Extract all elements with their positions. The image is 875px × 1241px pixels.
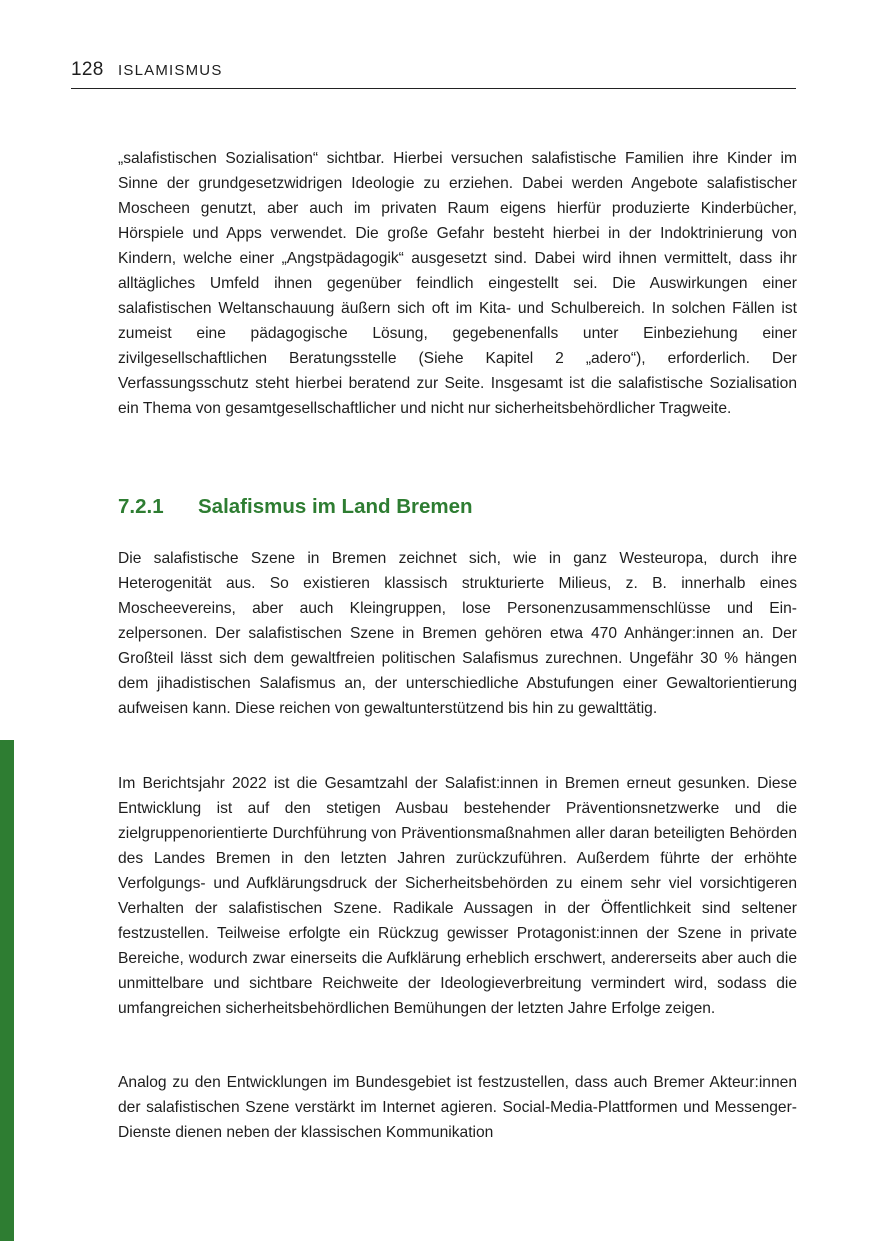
body-paragraph: Analog zu den Entwicklungen im Bundesgebiet ist festzustellen, dass auch Bremer Akteur:innen der salafistischen Szene verstärkt im Internet agieren. Social-Media-Plattformen und Messenger-Dienste dienen neben der klassischen Kommunikation xyxy=(118,1074,797,1141)
body-paragraph: Im Berichtsjahr 2022 ist die Gesamtzahl der Salafist:innen in Bremen erneut gesunken. Diese Entwicklung ist auf den stetigen Ausbau bestehender Präventionsnetzwerke und die zielgruppenorientierte Durchführung von Präventionsmaßnahmen aller daran beteiligten Behörden des Landes Bremen in den letzten Jahren zurückzuführen. Außerdem führte der erhöhte Verfolgungs- und Aufklärungsdruck der Sicherheitsbehörden zu einem sehr viel vorsichtigeren Verhalten der salafistischen Szene. Radikale Aussagen in der Öffentlichkeit sind seltener festzustellen. Teilweise erfolgte ein Rückzug gewisser Protagonist:innen der Szene in private Bereiche, wodurch zwar einerseits die Aufklärung erheblich erschwert, andererseits aber auch die unmittelbare und sichtbare Reichweite der Ideologieverbreitung vermindert wird, sodass die umfangreichen sicherheitsbehördlichen Bemühungen der letzten Jahre Erfolge zeigen. xyxy=(118,775,797,1017)
body-paragraph: „salafistischen Sozialisation“ sichtbar. Hierbei versuchen salafistische Familien ihre Kinder im Sinne der grundgesetzwidrigen Ideologie zu erziehen. Dabei werden Angebote salafistischer Moscheen genutzt, aber auch im privaten Raum eigens hierfür produzierte Kinderbücher, Hörspiele und Apps verwendet. Die große Gefahr besteht hierbei in der Indoktrinierung von Kindern, welche einer „Angstpädagogik“ ausgesetzt sind. Dabei wird ihnen vermittelt, dass ihr alltägliches Umfeld ihnen gegenüber feindlich eingestellt sei. Die Auswirkungen einer salafistischen Weltanschauung äußern sich oft im Kita- und Schulbereich. In solchen Fällen ist zumeist eine pädagogische Lösung, gegebenenfalls unter Einbeziehung einer zivilgesellschaftlichen Beratungsstelle (Siehe Kapitel 2 „adero“), erforderlich. Der Verfassungsschutz steht hierbei beratend zur Seite. Insgesamt ist die salafistische Sozialisation ein Thema von gesamtgesellschaftlicher und nicht nur sicherheitsbehördlicher Tragweite. xyxy=(118,150,797,417)
paragraph-reporting-year xyxy=(118,771,797,1021)
paragraph-salafist-socialisation xyxy=(118,146,797,421)
green-side-bar xyxy=(0,740,14,1241)
section-heading xyxy=(118,494,797,520)
running-section-title: ISLAMISMUS xyxy=(118,62,223,79)
paragraph-internet xyxy=(118,1070,797,1145)
running-header xyxy=(71,58,796,89)
body-paragraph: Die salafistische Szene in Bremen zeichnet sich, wie in ganz Westeuropa, durch ihre Heterogenität aus. So existieren klassisch strukturierte Milieus, z. B. innerhalb eines Moscheevereins, aber auch Kleingruppen, lose Personenzusammenschlüsse und Einzelpersonen. Der salafistischen Szene in Bremen gehören etwa 470 Anhänger:innen an. Der Großteil lässt sich dem gewaltfreien politischen Salafismus zurechnen. Ungefähr 30 % hängen dem jihadistischen Salafismus an, der unterschiedliche Abstufungen einer Gewaltorientierung aufweisen kann. Diese reichen von gewaltunterstützend bis hin zu gewalttätig. xyxy=(118,550,797,717)
page-number: 128 xyxy=(71,59,104,80)
section-title: Salafismus im Land Bremen xyxy=(198,495,473,518)
paragraph-scene-bremen xyxy=(118,546,797,721)
section-number: 7.2.1 xyxy=(118,495,164,518)
section-heading-text xyxy=(118,494,797,520)
